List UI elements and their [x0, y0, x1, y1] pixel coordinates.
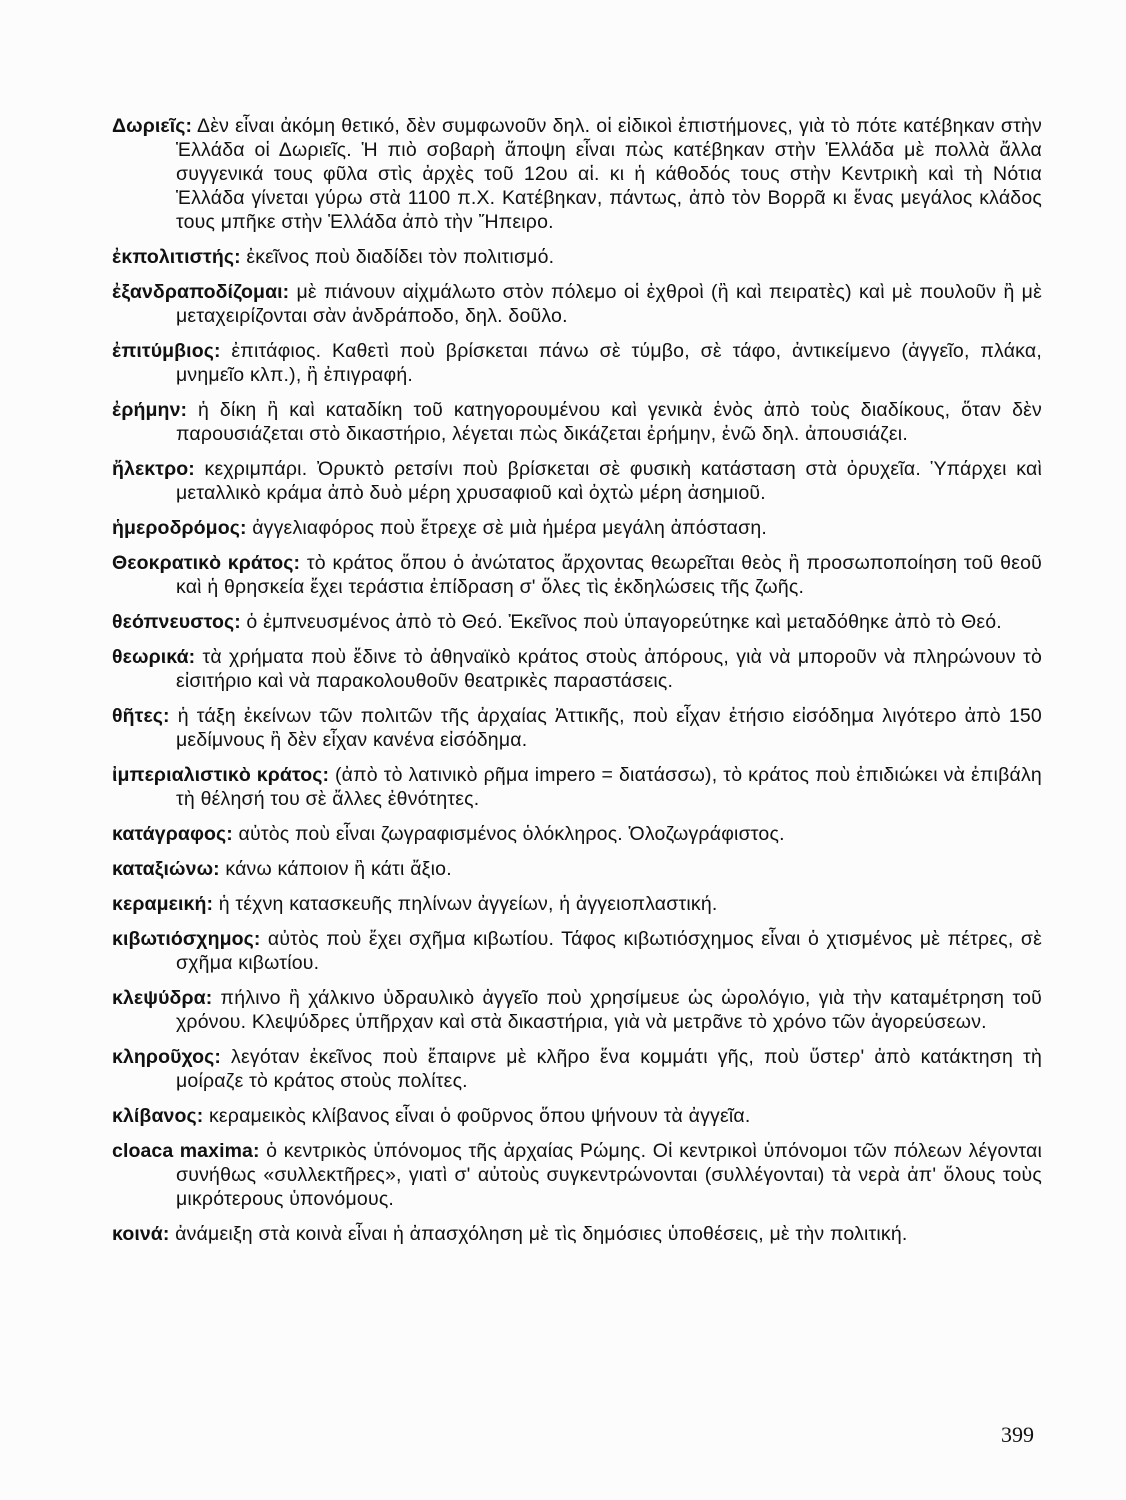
entry-definition: ἡ τέχνη κατασκευῆς πηλίνων ἀγγείων, ἡ ἀγγειοπλαστική.	[218, 893, 718, 915]
glossary-entry	[112, 516, 1042, 540]
entry-term: ἐξανδραποδίζομαι:	[112, 281, 290, 303]
entry-term: Θεοκρατικὸ κράτος:	[112, 552, 301, 574]
entry-term: κλεψύδρα:	[112, 987, 213, 1009]
entry-term: κιβωτιόσχημος:	[112, 928, 261, 950]
entry-definition: τὸ κράτος ὅπου ὁ ἀνώτατος ἄρχοντας θεωρεῖται θεὸς ἢ προσωποποίηση τοῦ θεοῦ καὶ ἡ θρησκεία ἔχει τεράστια ἐπίδραση σ' ὅλες τὶς ἐκδηλώσεις τῆς ζωῆς.	[176, 552, 1042, 598]
entry-term: κληροῦχος:	[112, 1046, 222, 1068]
glossary-entry	[112, 1045, 1042, 1093]
glossary-entry	[112, 280, 1042, 328]
entry-definition: ἡ τάξη ἐκείνων τῶν πολιτῶν τῆς ἀρχαίας Ἀττικῆς, ποὺ εἶχαν ἐτήσιο εἰσόδημα λιγότερο ἀπὸ 150 μεδίμνους ἢ δὲν εἶχαν κανένα εἰσόδημα.	[176, 705, 1042, 751]
glossary-entry	[112, 857, 1042, 881]
glossary-entry	[112, 986, 1042, 1034]
entry-definition: κεραμεικὸς κλίβανος εἶναι ὁ φοῦρνος ὅπου ψήνουν τὰ ἀγγεῖα.	[208, 1105, 751, 1127]
entry-definition: ἡ δίκη ἢ καὶ καταδίκη τοῦ κατηγορουμένου καὶ γενικὰ ἑνὸς ἀπὸ τοὺς διαδίκους, ὅταν δὲν παρουσιάζεται στὸ δικαστήριο, λέγεται πὼς δικάζεται ἐρήμην, ἐνῶ δηλ. ἀπουσιάζει.	[176, 399, 1042, 445]
entry-definition: ἐπιτάφιος. Καθετὶ ποὺ βρίσκεται πάνω σὲ τύμβο, σὲ τάφο, ἀντικείμενο (ἀγγεῖο, πλάκα, μνημεῖο κλπ.), ἢ ἐπιγραφή.	[176, 340, 1042, 386]
entry-term: κλίβανος:	[112, 1105, 204, 1127]
entry-definition: Δὲν εἶναι ἀκόμη θετικό, δὲν συμφωνοῦν δηλ. οἱ εἰδικοὶ ἐπιστήμονες, γιὰ τὸ πότε κατέβηκαν στὴν Ἑλλάδα οἱ Δωριεῖς. Ἡ πιὸ σοβαρὴ ἄποψη εἶναι πὼς κατέβηκαν στὴν Ἑλλάδα μὲ πολλὰ ἄλλα συγγενικά τους φῦλα στὶς ἀρχὲς τοῦ 12ου αἱ. κι ἡ κάθοδός τους στὴν Κεντρικὴ καὶ τὴ Νότια Ἑλλάδα γίνεται γύρω στὰ 1100 π.Χ. Κατέβηκαν, πάντως, ἀπὸ τὸν Βορρᾶ κι ἕνας μεγάλος κλάδος τους μπῆκε στὴν Ἑλλάδα ἀπὸ τὴν Ἤπειρο.	[176, 115, 1042, 233]
glossary-entry	[112, 398, 1042, 446]
entry-term: Δωριεῖς:	[112, 115, 193, 137]
entry-definition: ἐκεῖνος ποὺ διαδίδει τὸν πολιτισμό.	[246, 246, 555, 268]
entry-term: θῆτες:	[112, 705, 170, 727]
glossary-entry	[112, 1222, 1042, 1246]
entry-definition: πήλινο ἢ χάλκινο ὑδραυλικὸ ἀγγεῖο ποὺ χρησίμευε ὡς ὡρολόγιο, γιὰ τὴν καταμέτρηση τοῦ χρόνου. Κλεψύδρες ὑπῆρχαν καὶ στὰ δικαστήρια, γιὰ νὰ μετρᾶνε τὸ χρόνο τῶν ἀγορεύσεων.	[176, 987, 1043, 1033]
glossary-entry	[112, 457, 1042, 505]
glossary-entry	[112, 763, 1042, 811]
glossary-entry	[112, 551, 1042, 599]
entry-definition: ὁ κεντρικὸς ὑπόνομος τῆς ἀρχαίας Ρώμης. Οἱ κεντρικοὶ ὑπόνομοι τῶν πόλεων λέγονται συνήθως «συλλεκτῆρες», γιατὶ σ' αὐτοὺς συγκεντρώνονται (συλλέγονται) τὰ νερὰ ἀπ' ὅλους τοὺς μικρότερους ὑπονόμους.	[176, 1140, 1042, 1210]
entry-term: κεραμεική:	[112, 893, 214, 915]
glossary-entry	[112, 822, 1042, 846]
glossary-entry	[112, 704, 1042, 752]
entry-term: θεωρικά:	[112, 646, 196, 668]
entry-definition: κεχριμπάρι. Ὀρυκτὸ ρετσίνι ποὺ βρίσκεται σὲ φυσικὴ κατάσταση στὰ ὀρυχεῖα. Ὑπάρχει καὶ μεταλλικὸ κράμα ἀπὸ δυὸ μέρη χρυσαφιοῦ καὶ ὀχτὼ μέρη ἀσημιοῦ.	[176, 458, 1042, 504]
entry-definition: αὐτὸς ποὺ εἶναι ζωγραφισμένος ὁλόκληρος. Ὁλοζωγράφιστος.	[238, 823, 785, 845]
entry-term: cloaca maxima:	[112, 1140, 260, 1162]
glossary-entry	[112, 892, 1042, 916]
entry-definition: ἀνάμειξη στὰ κοινὰ εἶναι ἡ ἀπασχόληση μὲ τὶς δημόσιες ὑποθέσεις, μὲ τὴν πολιτική.	[175, 1223, 908, 1245]
glossary-entry	[112, 610, 1042, 634]
glossary-entry	[112, 1104, 1042, 1128]
entry-term: θεόπνευστος:	[112, 611, 241, 633]
entry-definition: τὰ χρήματα ποὺ ἔδινε τὸ ἀθηναϊκὸ κράτος στοὺς ἀπόρους, γιὰ νὰ μποροῦν νὰ πληρώνουν τὸ εἰσιτήριο καὶ νὰ παρακολουθοῦν θεατρικὲς παραστάσεις.	[176, 646, 1042, 692]
entry-term: καταξιώνω:	[112, 858, 220, 880]
entry-term: κοινά:	[112, 1223, 170, 1245]
entry-term: ἰμπεριαλιστικὸ κράτος:	[112, 764, 330, 786]
glossary-entry	[112, 927, 1042, 975]
glossary-entry	[112, 645, 1042, 693]
entry-term: ἐκπολιτιστής:	[112, 246, 241, 268]
entry-term: ἐρήμην:	[112, 399, 188, 421]
glossary	[112, 114, 1042, 1257]
entry-definition: ὁ ἐμπνευσμένος ἀπὸ τὸ Θεό. Ἐκεῖνος ποὺ ὑπαγορεύτηκε καὶ μεταδόθηκε ἀπὸ τὸ Θεό.	[246, 611, 1002, 633]
glossary-entry	[112, 1139, 1042, 1211]
glossary-entry	[112, 114, 1042, 234]
entry-definition: ἀγγελιαφόρος ποὺ ἔτρεχε σὲ μιὰ ἡμέρα μεγάλη ἀπόσταση.	[252, 517, 768, 539]
entry-term: κατάγραφος:	[112, 823, 233, 845]
entry-definition: λεγόταν ἐκεῖνος ποὺ ἔπαιρνε μὲ κλῆρο ἕνα κομμάτι γῆς, ποὺ ὕστερ' ἀπὸ κατάκτηση τὴ μοίραζε τὸ κράτος στοὺς πολίτες.	[176, 1046, 1042, 1092]
entry-term: ἐπιτύμβιος:	[112, 340, 221, 362]
entry-term: ἤλεκτρο:	[112, 458, 195, 480]
entry-definition: κάνω κάποιον ἢ κάτι ἄξιο.	[225, 858, 452, 880]
entry-definition: μὲ πιάνουν αἰχμάλωτο στὸν πόλεμο οἱ ἐχθροὶ (ἢ καὶ πειρατὲς) καὶ μὲ πουλοῦν ἢ μὲ μεταχειρίζονται σὰν ἀνδράποδο, δηλ. δοῦλο.	[176, 281, 1043, 327]
entry-definition: (ἀπὸ τὸ λατινικὸ ρῆμα impero = διατάσσω), τὸ κράτος ποὺ ἐπιδιώκει νὰ ἐπιβάλη τὴ θέλησή του σὲ ἄλλες ἐθνότητες.	[176, 764, 1042, 810]
entry-definition: αὐτὸς ποὺ ἔχει σχῆμα κιβωτίου. Τάφος κιβωτιόσχημος εἶναι ὁ χτισμένος μὲ πέτρες, σὲ σχῆμα κιβωτίου.	[176, 928, 1042, 974]
glossary-entry	[112, 245, 1042, 269]
page-number: 399	[1001, 1422, 1034, 1447]
entry-term: ἡμεροδρόμος:	[112, 517, 247, 539]
glossary-entry	[112, 339, 1042, 387]
